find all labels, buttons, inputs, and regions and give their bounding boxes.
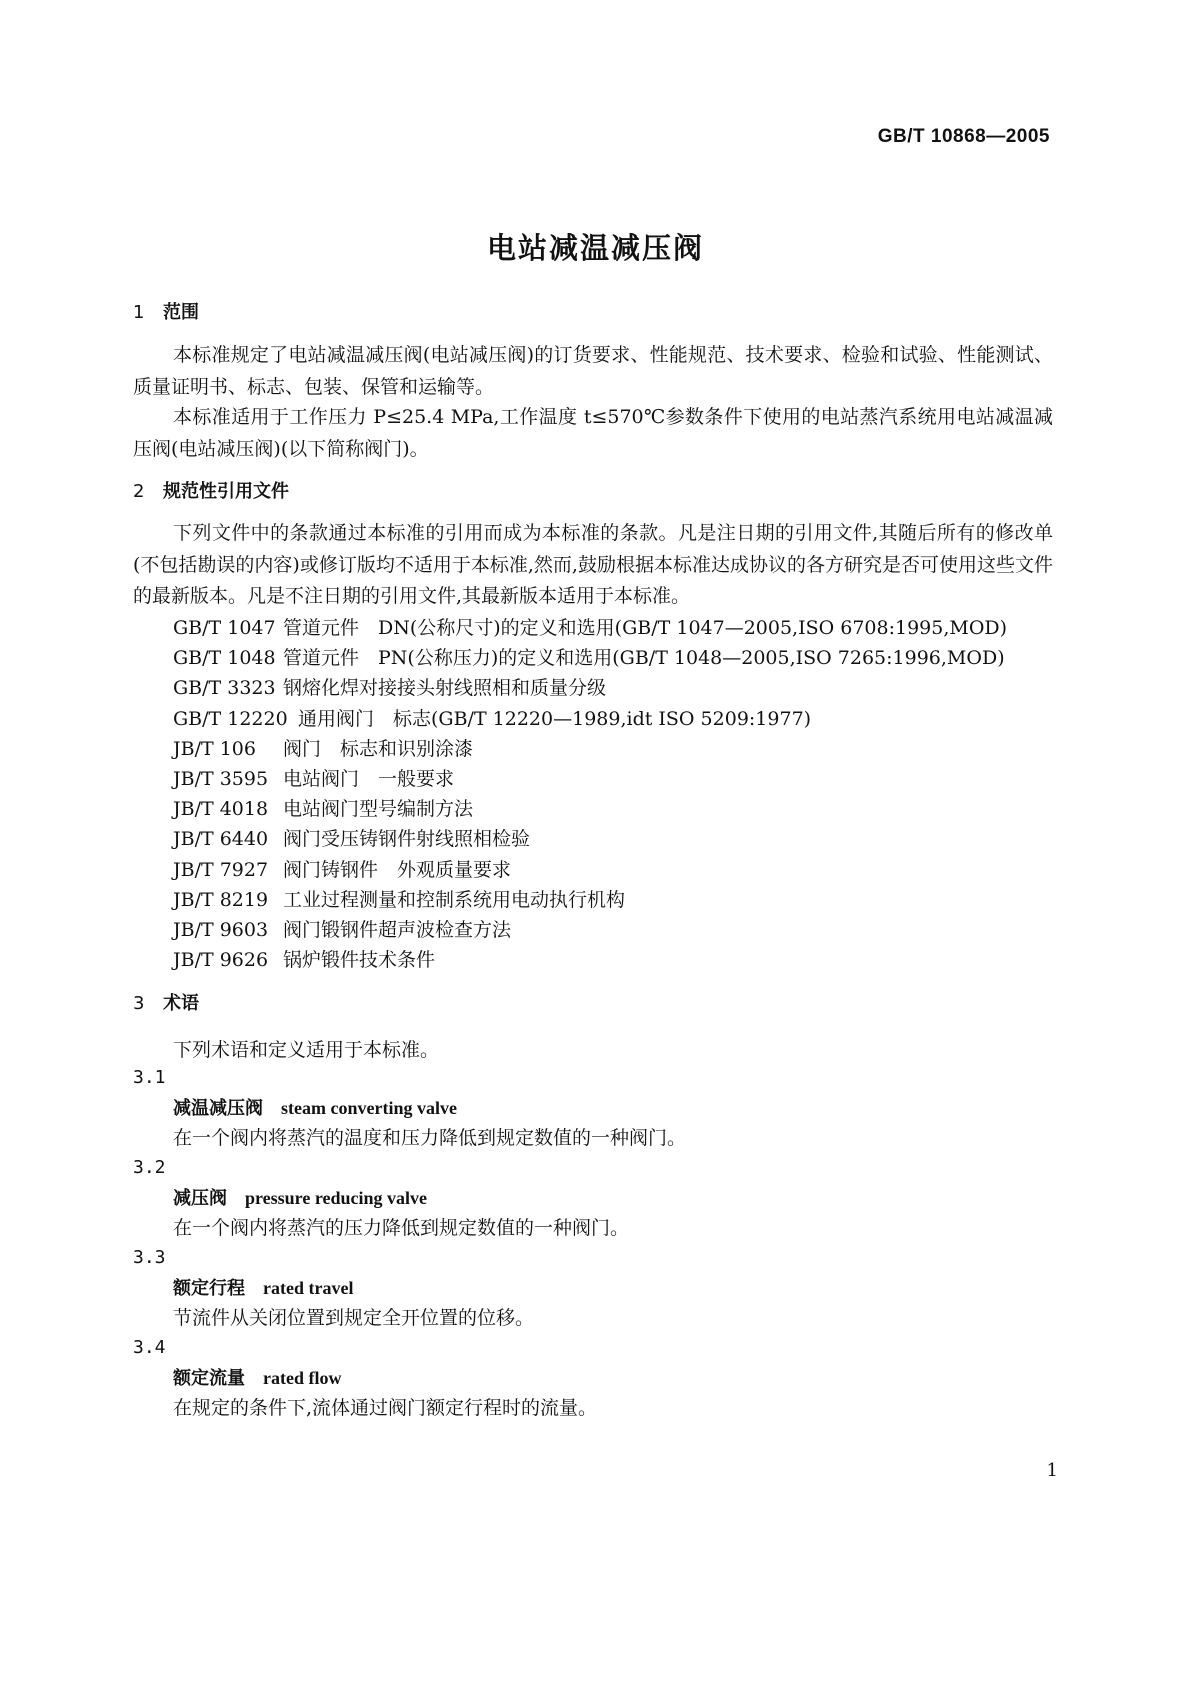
term-english: rated flow [263,1368,342,1388]
reference-item [173,827,530,851]
reference-code: JB/T 9626 [173,949,269,972]
page-number: 1 [1046,1460,1058,1481]
reference-code: JB/T 4018 [173,798,269,821]
reference-title: 管道元件 DN(公称尺寸)的定义和选用(GB/T 1047—2005,ISO 6708:1995,MOD) [283,617,1008,639]
reference-title: 电站阀门 一般要求 [283,768,455,790]
reference-item [173,797,473,821]
term-english: pressure reducing valve [245,1188,428,1208]
reference-title: 阀门锻钢件超声波检查方法 [283,919,512,941]
section-number: 3 [133,993,145,1014]
term-heading [173,1096,457,1121]
reference-item [173,707,811,731]
section-heading-terms [133,992,199,1016]
reference-item [173,646,1005,670]
term-definition: 在一个阀内将蒸汽的温度和压力降低到规定数值的一种阀门。 [173,1127,687,1149]
paragraph: 本标准适用于工作压力 P≤25.4 MPa,工作温度 t≤570℃参数条件下使用的电站蒸汽系统用电站减温减压阀(电站减压阀)(以下简称阀门)。 [133,406,1053,460]
term-chinese: 额定流量 [173,1368,245,1389]
reference-title: 锅炉锻件技术条件 [283,949,436,972]
reference-item [173,737,473,761]
term-heading [173,1366,341,1391]
reference-code: GB/T 1047 [173,617,276,639]
paragraph: 本标准规定了电站减温减压阀(电站减压阀)的订货要求、性能规范、技术要求、检验和试验、性能测试、质量证明书、标志、包装、保管和运输等。 [133,344,1053,398]
reference-title: 工业过程测量和控制系统用电动执行机构 [283,888,626,911]
reference-item [173,676,606,700]
term-number: 3.4 [133,1337,166,1358]
reference-title: 钢熔化焊对接接头射线照相和质量分级 [283,677,607,700]
paragraph: 下列术语和定义适用于本标准。 [173,1039,440,1061]
reference-title: 通用阀门 标志(GB/T 12220—1989,idt ISO 5209:1977) [298,707,812,730]
reference-code: GB/T 3323 [173,677,276,700]
term-heading [173,1186,427,1211]
term-chinese: 减压阀 [173,1188,227,1209]
reference-item [173,918,511,942]
reference-item [173,616,1007,640]
term-heading [173,1276,353,1301]
reference-title: 管道元件 PN(公称压力)的定义和选用(GB/T 1048—2005,ISO 7265:1996,MOD) [283,647,1005,670]
reference-code: JB/T 9603 [173,919,269,941]
term-number: 3.2 [133,1157,166,1178]
reference-title: 电站阀门型号编制方法 [283,798,474,821]
reference-item [173,858,511,882]
term-chinese: 减温减压阀 [173,1098,263,1119]
reference-code: JB/T 3595 [173,768,269,790]
paragraph: 下列文件中的条款通过本标准的引用而成为本标准的条款。凡是注日期的引用文件,其随后所有的修改单(不包括勘误的内容)或修订版均不适用于本标准,然而,鼓励根据本标准达成协议的各方研究是否可使用这些文件的最新版本。凡是不注日期的引用文件,其最新版本适用于本标准。 [133,522,1053,607]
term-chinese: 额定行程 [173,1278,245,1299]
section-heading-scope [133,301,199,325]
reference-code: GB/T 12220 [173,707,288,730]
reference-code: GB/T 1048 [173,647,276,670]
reference-code: JB/T 7927 [173,858,269,881]
document-number: GB/T 10868—2005 [877,126,1050,147]
section-number: 1 [133,302,145,323]
reference-title: 阀门受压铸钢件射线照相检验 [283,828,531,851]
reference-item [173,767,454,791]
reference-item [173,888,625,912]
term-english: steam converting valve [281,1098,457,1118]
term-number: 3.3 [133,1247,166,1268]
term-definition: 在规定的条件下,流体通过阀门额定行程时的流量。 [173,1397,598,1419]
reference-code: JB/T 6440 [173,828,269,851]
section-number: 2 [133,481,145,502]
document-title: 电站减温减压阀 [486,231,704,265]
reference-item [173,948,435,972]
reference-title: 阀门 标志和识别涂漆 [283,737,474,760]
reference-title: 阀门铸钢件 外观质量要求 [283,858,512,881]
section-title: 规范性引用文件 [163,481,289,502]
term-definition: 节流件从关闭位置到规定全开位置的位移。 [173,1307,535,1329]
section-heading-normative-references [133,480,289,504]
term-english: rated travel [263,1278,354,1298]
section-title: 范围 [163,302,199,323]
term-definition: 在一个阀内将蒸汽的压力降低到规定数值的一种阀门。 [173,1217,630,1239]
reference-code: JB/T 106 [173,737,256,760]
section-title: 术语 [163,993,199,1014]
term-number: 3.1 [133,1067,166,1088]
reference-code: JB/T 8219 [173,888,269,911]
